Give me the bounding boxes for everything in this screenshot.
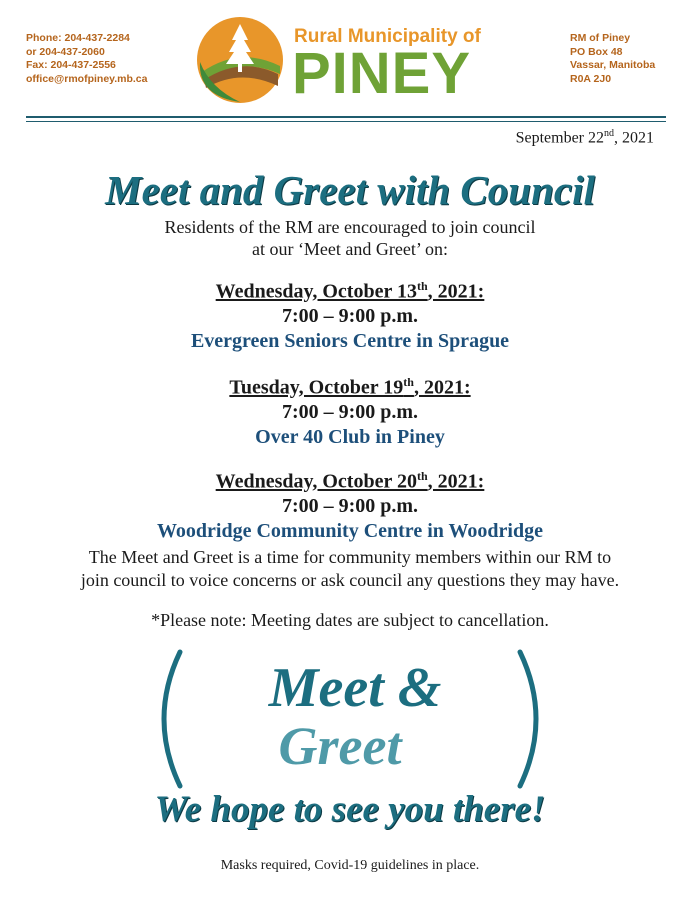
meeting-block [0, 274, 700, 354]
meeting-day: Wednesday, October 13th, 2021: [215, 279, 485, 303]
contact-line: Phone: 204-437-2284 [26, 32, 130, 44]
intro-line: at our ‘Meet and Greet’ on: [251, 239, 449, 259]
header-divider [26, 116, 666, 118]
logo-subtitle: Rural Municipality of [294, 26, 481, 47]
rm-piney-logo-icon [196, 16, 284, 104]
contact-line: Fax: 204-437-2556 [26, 59, 116, 71]
contact-line: or 204-437-2060 [26, 45, 105, 58]
meet-and-greet-graphic [140, 644, 560, 794]
contact-email: office@rmofpiney.mb.ca [26, 72, 148, 85]
closing-message: We hope to see you there! [154, 789, 546, 830]
meeting-time: 7:00 – 9:00 p.m. [281, 494, 419, 517]
graphic-line-1: Meet & [268, 657, 442, 719]
meeting-time: 7:00 – 9:00 p.m. [281, 400, 419, 423]
purpose-text [0, 546, 700, 592]
header-divider [26, 121, 666, 122]
meeting-venue: Evergreen Seniors Centre in Sprague [190, 329, 510, 352]
cancellation-note: *Please note: Meeting dates are subject to cancellation. [151, 610, 549, 630]
logo-title: PINEY [292, 41, 472, 106]
document-date: September 22nd, 2021 [515, 128, 654, 147]
right-bracket [520, 652, 536, 786]
intro-text [0, 216, 700, 260]
purpose-line: join council to voice concerns or ask council any questions they may have. [80, 570, 620, 590]
mailing-address [570, 32, 655, 86]
covid-note: Masks required, Covid-19 guidelines in place. [220, 858, 480, 873]
meeting-day: Tuesday, October 19th, 2021: [229, 375, 471, 399]
contact-info [26, 32, 147, 86]
meeting-time: 7:00 – 9:00 p.m. [281, 304, 419, 327]
meeting-venue: Woodridge Community Centre in Woodridge [157, 519, 543, 542]
address-line: Vassar, Manitoba [570, 59, 656, 71]
graphic-line-2: Greet [278, 716, 402, 776]
meeting-day: Wednesday, October 20th, 2021: [215, 469, 485, 493]
left-bracket [164, 652, 180, 786]
meeting-block [0, 464, 700, 544]
address-line: RM of Piney [570, 32, 631, 44]
intro-line: Residents of the RM are encouraged to join council [164, 217, 536, 237]
meeting-block [0, 370, 700, 450]
meeting-venue: Over 40 Club in Piney [255, 425, 445, 448]
address-line: R0A 2J0 [570, 72, 612, 85]
address-line: PO Box 48 [570, 45, 623, 58]
page-title: Meet and Greet with Council [105, 167, 595, 213]
purpose-line: The Meet and Greet is a time for community members within our RM to [88, 547, 612, 567]
